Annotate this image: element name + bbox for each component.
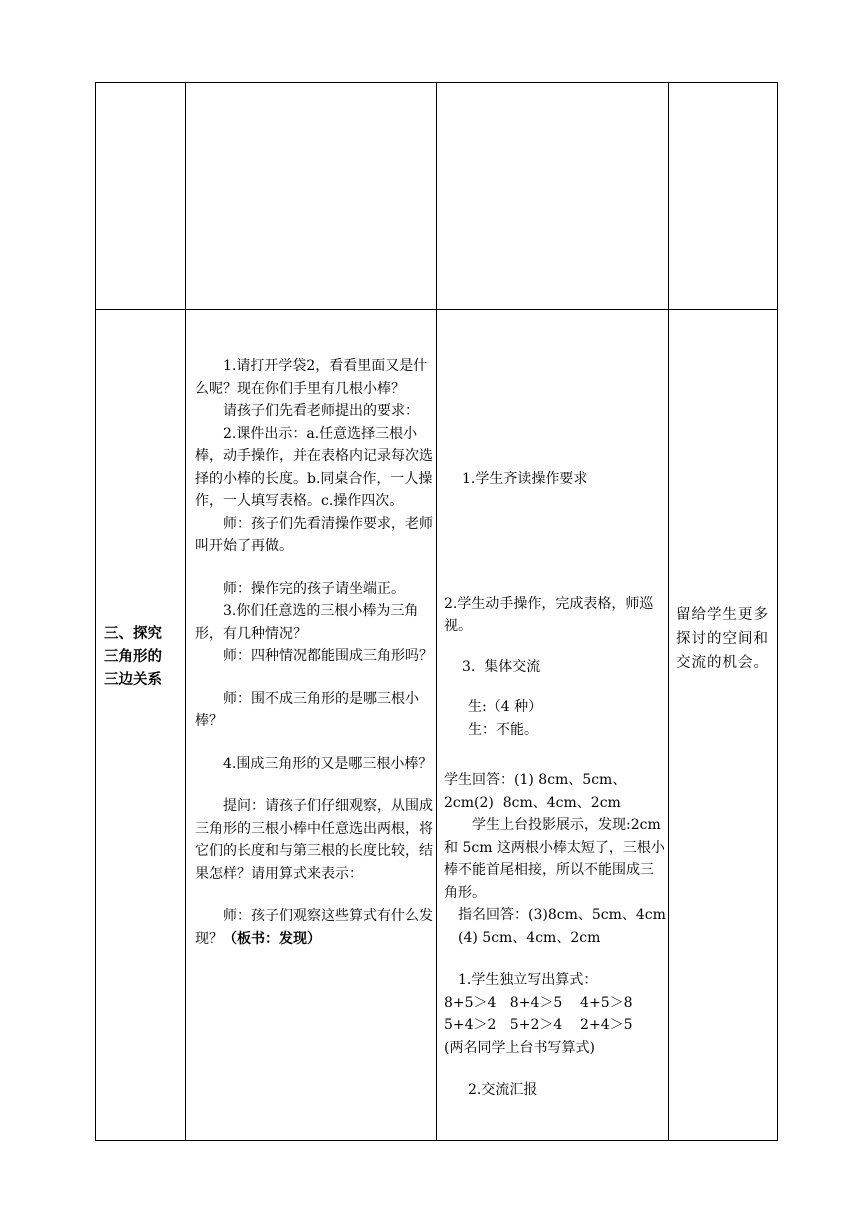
teacher-paragraph: 师：孩子们先看清操作要求，老师叫开始了再做。 bbox=[195, 515, 433, 554]
column-divider bbox=[436, 83, 437, 1140]
student-activity bbox=[444, 468, 671, 1102]
teacher-paragraph: 请孩子们先看老师提出的要求： bbox=[223, 403, 419, 419]
stage-title bbox=[104, 623, 182, 692]
board-note: （板书：发现） bbox=[223, 930, 321, 947]
student-paragraph: 1.学生齐读操作要求 bbox=[462, 471, 588, 487]
teacher-paragraph bbox=[195, 905, 433, 950]
spacer bbox=[195, 668, 433, 688]
stage-title-line: 三角形的 bbox=[104, 649, 162, 665]
teacher-paragraph: 2.课件出示：a.任意选择三根小棒，动手操作，并在表格内记录每次选择的小棒的长度。b.同桌合作，一人操作，一人填写表格。c.操作四次。 bbox=[195, 425, 433, 509]
student-paragraph: 3. 集体交流 bbox=[462, 658, 541, 675]
column-divider bbox=[185, 83, 186, 1140]
student-paragraph: 生:（4 种） bbox=[468, 699, 543, 715]
teacher-paragraph: 师：围不成三角形的是哪三根小棒？ bbox=[195, 690, 419, 729]
column-divider bbox=[668, 83, 669, 1140]
teacher-paragraph: 师：四种情况都能围成三角形吗？ bbox=[223, 648, 433, 664]
spacer bbox=[195, 885, 433, 905]
spacer bbox=[195, 775, 433, 795]
student-paragraph: 1.学生独立写出算式： bbox=[458, 972, 598, 988]
lesson-plan-table bbox=[95, 82, 778, 1141]
student-paragraph: (两名同学上台书写算式) bbox=[444, 1039, 595, 1056]
student-paragraph: 学生回答：(1) 8cm、5cm、2cm(2) 8cm、4cm、2cm bbox=[444, 772, 627, 811]
teacher-paragraph: 3.你们任意选的三根小棒为三角形，有几种情况？ bbox=[195, 603, 419, 642]
teacher-text: 师：孩子们观察这些算式有什么发现？ bbox=[195, 908, 433, 947]
inequality-line: 5+4＞2 5+2＞4 2+4＞5 bbox=[444, 1017, 633, 1033]
student-paragraph: 2.学生动手操作，完成表格，师巡视。 bbox=[444, 595, 654, 634]
student-paragraph: 学生上台投影展示，发现:2cm 和 5cm 这两根小棒太短了，三根小棒不能首尾相接，所以不能围成三角形。 bbox=[444, 817, 666, 901]
spacer bbox=[195, 733, 433, 753]
spacer bbox=[444, 949, 666, 969]
student-paragraph: 生：不能。 bbox=[468, 721, 538, 738]
teacher-activity bbox=[195, 355, 433, 950]
teacher-paragraph: 师：操作完的孩子请坐端正。 bbox=[223, 580, 405, 597]
student-paragraph: 指名回答：(3)8cm、5cm、4cm (4) 5cm、4cm、2cm bbox=[458, 907, 671, 946]
design-note-text: 留给学生更多探讨的空间和交流的机会。 bbox=[676, 607, 769, 671]
teacher-paragraph: 1.请打开学袋2，看看里面又是什么呢？现在你们手里有几根小棒？ bbox=[195, 358, 428, 397]
design-note bbox=[676, 603, 774, 675]
teacher-paragraph: 4.围成三角形的又是哪三根小棒？ bbox=[223, 755, 433, 772]
inequality-line: 8+5＞4 8+4＞5 4+5＞8 bbox=[444, 994, 633, 1011]
spacer bbox=[444, 678, 666, 696]
spacer bbox=[195, 558, 433, 578]
student-paragraph: 2.交流汇报 bbox=[468, 1082, 538, 1098]
stage-title-line: 三、探究 bbox=[104, 626, 162, 642]
spacer bbox=[444, 741, 666, 769]
row-divider bbox=[96, 309, 777, 310]
teacher-paragraph: 提问：请孩子们仔细观察，从围成三角形的三根小棒中任意选出两根，将它们的长度和与第三根的长度比较，结果怎样？请用算式来表示： bbox=[195, 798, 433, 882]
spacer bbox=[444, 1059, 666, 1079]
spacer bbox=[444, 638, 666, 656]
spacer bbox=[444, 491, 666, 593]
stage-title-line: 三边关系 bbox=[104, 672, 162, 688]
